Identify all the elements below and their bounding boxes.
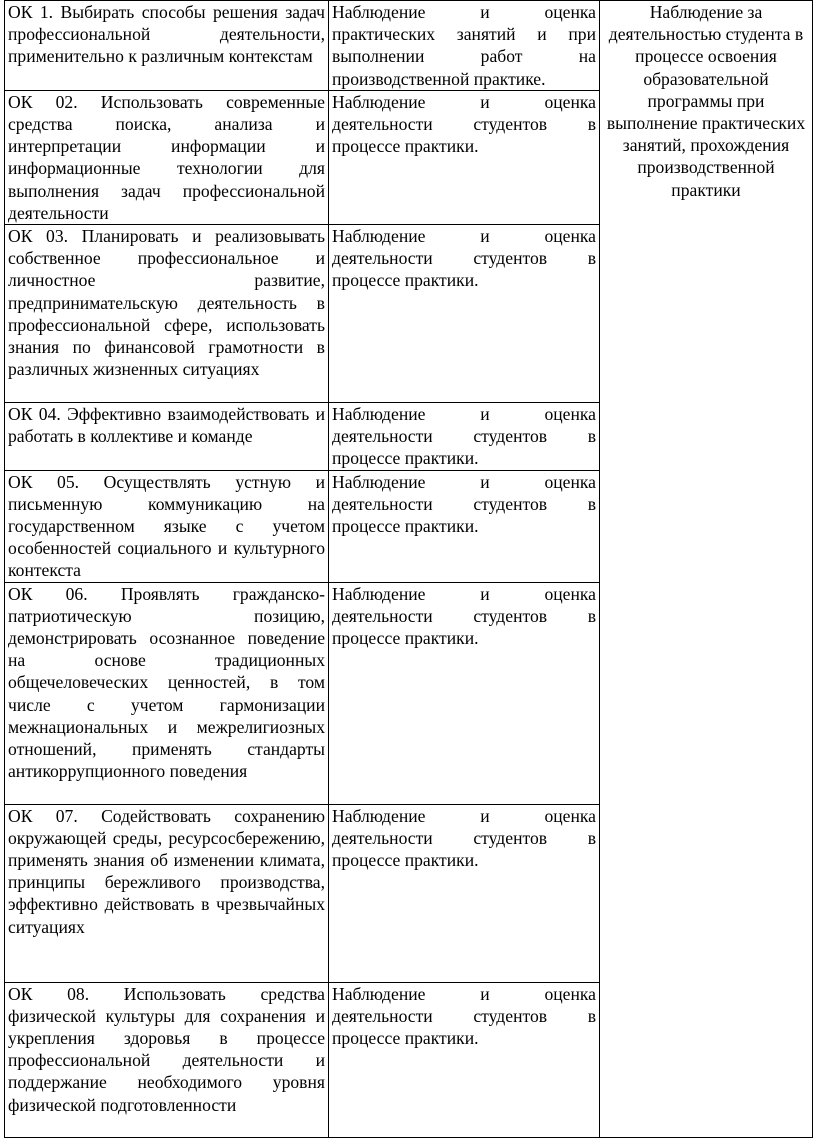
- assessment-method-cell: [329, 225, 600, 403]
- table-row: [5, 1, 813, 91]
- assessment-table: [4, 0, 813, 1138]
- competence-cell: [5, 90, 329, 224]
- competence-cell: [5, 804, 329, 982]
- competence-cell: [5, 982, 329, 1137]
- assessment-method-cell: [329, 804, 600, 982]
- assessment-method-text: Наблюдение и оценка деятельности студентов в процессе практики.: [332, 805, 596, 871]
- assessment-method-cell: [329, 1, 600, 91]
- assessment-method-text: Наблюдение и оценка деятельности студентов в процессе практики.: [332, 471, 596, 537]
- competence-text: ОК 07. Содействовать сохранению окружающей среды, ресурсосбережению, применять знания об изменении климата, принципы бережливого производства, эффективно действовать в чрезвычайных ситуациях: [8, 805, 325, 937]
- assessment-method-cell: [329, 582, 600, 804]
- assessment-method-text: Наблюдение и оценка деятельности студентов в процессе практики.: [332, 91, 596, 157]
- competence-text: ОК 1. Выбирать способы решения задач профессиональной деятельности, применительно к различным контекстам: [8, 2, 325, 67]
- assessment-method-cell: [329, 982, 600, 1137]
- assessment-method-cell: [329, 90, 600, 224]
- assessment-method-text: Наблюдение и оценка деятельности студентов в процессе практики.: [332, 226, 596, 291]
- assessment-method-text: Наблюдение и оценка деятельности студентов в процессе практики.: [332, 404, 596, 469]
- competence-cell: [5, 225, 329, 403]
- assessment-form-cell: [600, 1, 813, 1138]
- competence-cell: [5, 1, 329, 91]
- competence-cell: [5, 582, 329, 804]
- competence-text: ОК 02. Использовать современные средства поиска, анализа и интерпретации информации и информационные технологии для выполнения задач профессиональной деятельности: [8, 91, 325, 223]
- assessment-method-text: Наблюдение и оценка практических занятий и при выполнении работ на производственной практике.: [332, 2, 596, 89]
- assessment-method-text: Наблюдение и оценка деятельности студентов в процессе практики.: [332, 983, 596, 1049]
- competence-text: ОК 06. Проявлять гражданско-патриотическую позицию, демонстрировать осознанное поведение на основе традиционных общечеловеческих ценностей, в том числе с учетом гармонизации межнациональных и межрелигиозных отношений, применять стандарты антикоррупционного поведения: [8, 583, 325, 782]
- assessment-method-cell: [329, 403, 600, 471]
- assessment-form-text: Наблюдение за деятельностью студента в процессе освоения образовательной программы при выполнение практических занятий, прохождения производственной практики: [606, 2, 806, 200]
- competence-cell: [5, 403, 329, 471]
- assessment-method-text: Наблюдение и оценка деятельности студентов в процессе практики.: [332, 583, 596, 649]
- competence-text: ОК 03. Планировать и реализовывать собственное профессиональное и личностное развитие, предпринимательскую деятельность в профессиональной сфере, использовать знания по финансовой грамотности в различных жизненных ситуациях: [8, 226, 325, 380]
- competence-text: ОК 05. Осуществлять устную и письменную коммуникацию на государственном языке с учетом особенностей социального и культурного контекста: [8, 471, 325, 581]
- competence-text: ОК 08. Использовать средства физической культуры для сохранения и укрепления здоровья в процессе профессиональной деятельности и поддержание необходимого уровня физической подготовленности: [8, 983, 325, 1115]
- assessment-method-cell: [329, 470, 600, 582]
- competence-cell: [5, 470, 329, 582]
- competence-text: ОК 04. Эффективно взаимодействовать и работать в коллективе и команде: [8, 404, 325, 447]
